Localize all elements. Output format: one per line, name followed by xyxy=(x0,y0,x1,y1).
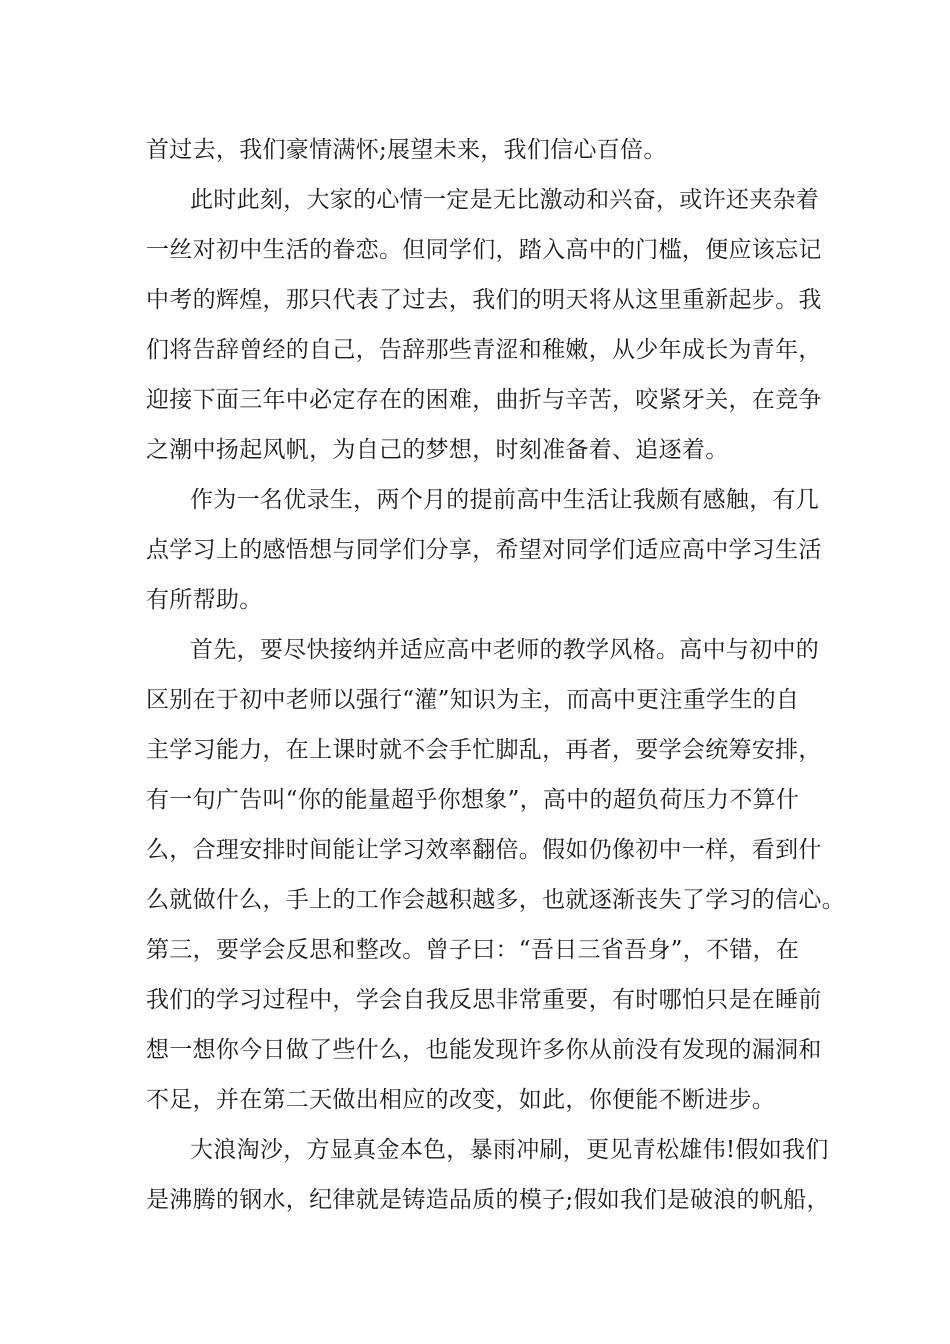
text-line: 第三，要学会反思和整改。曾子曰：“吾日三省吾身”，不错，在 xyxy=(146,937,800,963)
paragraph-start-line: 首先，要尽快接纳并适应高中老师的教学风格。高中与初中的 xyxy=(190,637,820,663)
text-line: 首过去，我们豪情满怀;展望未来，我们信心百倍。 xyxy=(146,137,667,163)
text-line: 想一想你今日做了些什么，也能发现许多你从前没有发现的漏洞和 xyxy=(146,1037,822,1063)
paragraph-start-line: 作为一名优录生，两个月的提前高中生活让我颇有感触，有几 xyxy=(190,487,820,513)
text-line: 有一句广告叫“你的能量超乎你想象”，高中的超负荷压力不算什 xyxy=(146,787,800,813)
text-line: 么，合理安排时间能让学习效率翻倍。假如仍像初中一样，看到什 xyxy=(146,837,822,863)
text-line: 是沸腾的钢水，纪律就是铸造品质的模子;假如我们是破浪的帆船， xyxy=(146,1187,830,1213)
text-line: 区别在于初中老师以强行“灌”知识为主，而高中更注重学生的自 xyxy=(146,687,800,713)
text-line: 中考的辉煌，那只代表了过去，我们的明天将从这里重新起步。我 xyxy=(146,287,822,313)
text-line: 主学习能力，在上课时就不会手忙脚乱，再者，要学会统筹安排， xyxy=(146,737,822,763)
text-line: 有所帮助。 xyxy=(146,587,263,613)
paragraph-start-line: 大浪淘沙，方显真金本色，暴雨冲刷，更见青松雄伟!假如我们 xyxy=(190,1137,829,1163)
text-line: 一丝对初中生活的眷恋。但同学们，踏入高中的门槛，便应该忘记 xyxy=(146,237,822,263)
text-line: 之潮中扬起风帆，为自己的梦想，时刻准备着、追逐着。 xyxy=(146,437,729,463)
paragraph-start-line: 此时此刻，大家的心情一定是无比激动和兴奋，或许还夹杂着 xyxy=(190,187,820,213)
text-line: 不足，并在第二天做出相应的改变，如此，你便能不断进步。 xyxy=(146,1087,776,1113)
text-line: 么就做什么，手上的工作会越积越多，也就逐渐丧失了学习的信心。 xyxy=(146,887,845,913)
text-line: 我们的学习过程中，学会自我反思非常重要，有时哪怕只是在睡前 xyxy=(146,987,822,1013)
text-line: 点学习上的感悟想与同学们分享，希望对同学们适应高中学习生活 xyxy=(146,537,822,563)
text-line: 们将告辞曾经的自己，告辞那些青涩和稚嫩，从少年成长为青年， xyxy=(146,337,822,363)
text-line: 迎接下面三年中必定存在的困难，曲折与辛苦，咬紧牙关，在竞争 xyxy=(146,387,822,413)
